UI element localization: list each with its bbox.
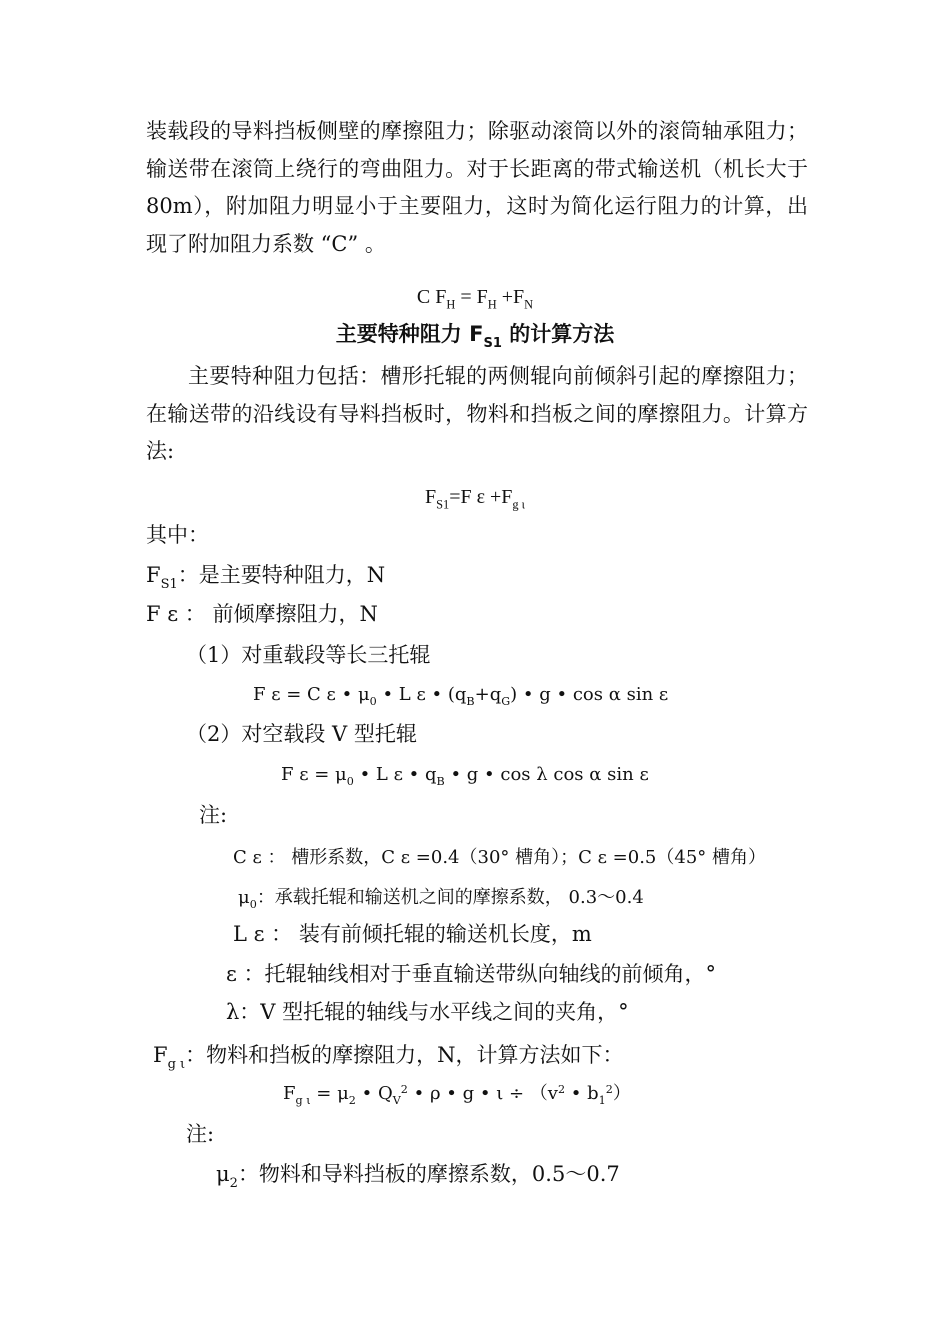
note-label: 注: <box>186 1122 215 1146</box>
symbol: F <box>146 563 161 587</box>
definition-text: ：承载托辊和输送机之间的摩擦系数， 0.3～0.4 <box>256 887 644 908</box>
formula-case1 <box>253 681 668 709</box>
formula-term: ） <box>612 1083 631 1104</box>
note-friction-mu0 <box>238 884 644 912</box>
formula-fgi <box>283 1080 631 1108</box>
formula-term: = F <box>455 286 488 308</box>
section-heading <box>0 320 950 351</box>
formula-term: +q <box>474 684 502 705</box>
formula-subscript: H <box>446 297 456 312</box>
formula-subscript: 2 <box>348 1094 356 1108</box>
note-trough-coefficient: C ε ： 槽形系数，C ε =0.4（30° 槽角）；C ε =0.5（45° 槽角） <box>233 847 767 868</box>
definition-fgi <box>153 1041 624 1072</box>
symbol: μ <box>238 887 250 908</box>
formula-term: • b <box>565 1083 599 1104</box>
formula-subscript: G <box>501 695 511 709</box>
formula-term: • Q <box>355 1083 393 1104</box>
formula-subscript: S1 <box>436 497 450 512</box>
symbol-subscript: S1 <box>160 576 178 592</box>
formula-term: ) • g • cos α sin ε <box>510 684 669 705</box>
formula-term: C F <box>416 286 447 308</box>
formula-term: F ε = μ <box>281 764 347 785</box>
formula-subscript: g ι <box>512 497 526 512</box>
formula-term: • g • cos λ cos α sin ε <box>444 764 649 785</box>
definition-text: ：是主要特种阻力，N <box>177 563 386 587</box>
formula-subscript: g ι <box>295 1094 311 1108</box>
formula-superscript: 2 <box>605 1082 613 1096</box>
formula-term: • ρ • g • ι ÷ （v <box>407 1083 558 1104</box>
case1-label: （1）对重载段等长三托辊 <box>186 643 431 667</box>
definition-fe: F ε ： 前倾摩擦阻力，N <box>146 602 378 626</box>
symbol-subscript: 2 <box>229 1175 238 1191</box>
case2-label: （2）对空载段 V 型托辊 <box>186 722 417 746</box>
formula-term: F <box>283 1083 296 1104</box>
formula-case2 <box>281 761 649 789</box>
formula-subscript: B <box>436 775 445 789</box>
formula-subscript: 0 <box>346 775 354 789</box>
formula-term: F ε = C ε • μ <box>253 684 370 705</box>
intro-paragraph: 装载段的导料挡板侧壁的摩擦阻力；除驱动滚筒以外的滚筒轴承阻力；输送带在滚筒上绕行的弯曲阻力。对于长距离的带式输送机（机长大于 80m），附加阻力明显小于主要阻力，这时为简化运行阻力的计算，出现了附加阻力系数 “C” 。 <box>146 119 808 256</box>
formula-term: • L ε • q <box>353 764 437 785</box>
symbol-subscript: 0 <box>249 898 257 912</box>
formula-subscript: N <box>524 297 534 312</box>
symbol: F <box>153 1043 168 1067</box>
symbol: μ <box>216 1162 230 1186</box>
formula-subscript: V <box>392 1094 401 1108</box>
heading-text: 主要特种阻力 F <box>335 322 484 346</box>
formula-term: = μ <box>310 1083 349 1104</box>
heading-subscript: S1 <box>483 335 502 351</box>
where-label: 其中： <box>146 523 209 547</box>
formula-term: =F ε +F <box>449 486 513 508</box>
note-label: 注: <box>199 803 228 827</box>
definition-text: ：物料和挡板的摩擦阻力，N，计算方法如下： <box>185 1043 624 1067</box>
note-tilt-angle: ε ：托辊轴线相对于垂直输送带纵向轴线的前倾角，° <box>226 962 717 986</box>
note-v-angle: λ：V 型托辊的轴线与水平线之间的夹角，° <box>226 1000 629 1024</box>
formula-superscript: 2 <box>557 1082 566 1096</box>
note-friction-mu2 <box>216 1160 620 1191</box>
formula-term: • L ε • (q <box>376 684 467 705</box>
formula-term: F <box>424 486 437 508</box>
note-length: L ε ： 装有前倾托辊的输送机长度，m <box>233 922 592 946</box>
formula-additional-resistance <box>0 283 950 311</box>
formula-fs1 <box>0 483 950 511</box>
formula-subscript: 1 <box>598 1094 606 1108</box>
formula-subscript: H <box>487 297 497 312</box>
definition-fs1 <box>146 561 386 592</box>
formula-superscript: 2 <box>400 1082 408 1096</box>
formula-term: +F <box>496 286 525 308</box>
definition-text: ：物料和导料挡板的摩擦系数，0.5～0.7 <box>237 1162 620 1186</box>
formula-subscript: B <box>466 695 475 709</box>
formula-subscript: 0 <box>369 695 377 709</box>
description-paragraph: 主要特种阻力包括：槽形托辊的两侧辊向前倾斜引起的摩擦阻力；在输送带的沿线设有导料挡板时，物料和挡板之间的摩擦阻力。计算方法: <box>146 364 808 463</box>
heading-text: 的计算方法 <box>501 322 615 346</box>
symbol-subscript: g ι <box>167 1056 186 1072</box>
